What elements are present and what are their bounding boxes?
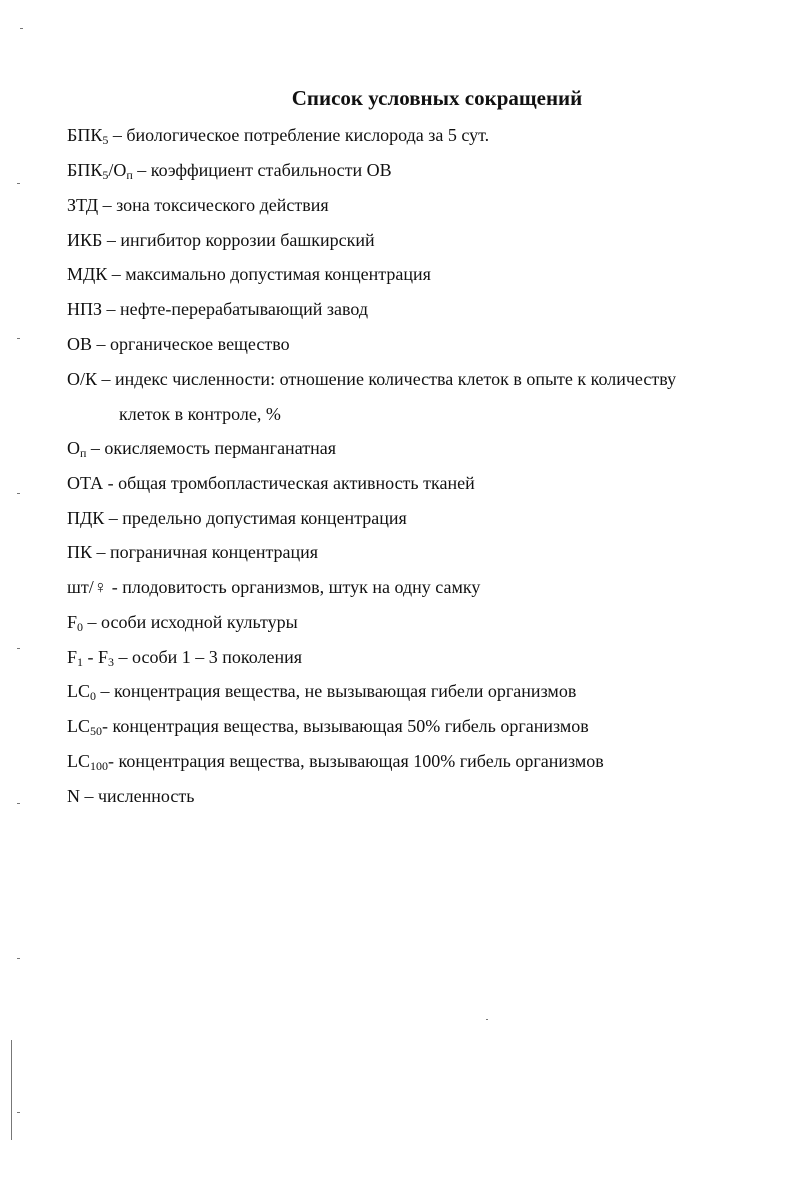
abbreviation-definition: – численность (80, 786, 195, 806)
abbreviation-term: БПК (67, 160, 103, 180)
abbreviation-term-subscript: 0 (90, 689, 97, 703)
abbreviation-term: МДК (67, 264, 108, 284)
scan-artifact (17, 183, 20, 184)
abbreviation-entry (67, 297, 368, 321)
abbreviation-entry (67, 784, 194, 808)
abbreviation-term: ПДК (67, 508, 105, 528)
abbreviation-definition: – особи исходной культуры (83, 612, 298, 632)
abbreviation-term-subscript: 3 (108, 655, 115, 669)
abbreviation-term-subscript: п (126, 168, 133, 182)
abbreviation-term: ЗТД (67, 195, 99, 215)
abbreviation-entry (67, 540, 318, 564)
abbreviation-definition: - концентрация вещества, вызывающая 100% гибель организмов (108, 751, 604, 771)
abbreviation-definition: – ингибитор коррозии башкирский (102, 230, 375, 250)
abbreviation-term: шт/♀ (67, 577, 108, 597)
abbreviation-definition: - общая тромбопластическая активность тканей (103, 473, 475, 493)
abbreviation-entry (67, 332, 290, 356)
abbreviation-term: ИКБ (67, 230, 103, 250)
abbreviation-entry (67, 367, 676, 426)
abbreviation-definition: – коэффициент стабильности ОВ (132, 160, 392, 180)
abbreviation-definition: – биологическое потребление кислорода за 5 сут. (108, 125, 490, 145)
abbreviation-term: ПК (67, 542, 93, 562)
abbreviation-definition: - концентрация вещества, вызывающая 50% гибель организмов (102, 716, 589, 736)
abbreviation-entry (67, 506, 407, 530)
abbreviation-entry (67, 679, 576, 703)
abbreviation-entry (67, 123, 489, 147)
abbreviation-definition: – зона токсического действия (98, 195, 329, 215)
abbreviation-term: LC (67, 751, 91, 771)
abbreviation-term: ОВ (67, 334, 93, 354)
abbreviation-entry (67, 228, 375, 252)
abbreviation-term: НПЗ (67, 299, 103, 319)
abbreviation-entry (67, 471, 475, 495)
abbreviation-definition: - плодовитость организмов, штук на одну самку (107, 577, 481, 597)
scan-artifact (17, 493, 20, 494)
abbreviation-term-subscript: 0 (77, 620, 84, 634)
abbreviation-definition-continuation: клеток в контроле, % (119, 404, 281, 424)
abbreviation-entry (67, 575, 480, 599)
abbreviation-term: LC (67, 681, 91, 701)
abbreviation-term-tail: /О (108, 160, 127, 180)
abbreviation-term-subscript: п (80, 446, 87, 460)
abbreviation-term: БПК (67, 125, 103, 145)
abbreviation-definition: – пограничная концентрация (92, 542, 319, 562)
abbreviation-term-subscript: 5 (102, 133, 109, 147)
page-title: Список условных сокращений (291, 86, 583, 110)
abbreviation-definition: – окисляемость перманганатная (86, 438, 336, 458)
scan-artifact (20, 28, 23, 29)
abbreviation-entry (67, 645, 302, 669)
abbreviation-definition: – концентрация вещества, не вызывающая гибели организмов (96, 681, 577, 701)
abbreviation-term: F (67, 612, 78, 632)
scan-artifact (17, 338, 20, 339)
abbreviation-term: О (67, 438, 80, 458)
scan-artifact (11, 1040, 12, 1140)
abbreviation-term-subscript: 50 (90, 724, 103, 738)
abbreviation-definition: – индекс численности: отношение количества клеток в опыте к количеству (97, 369, 677, 389)
scan-artifact (17, 958, 20, 959)
abbreviation-term-subscript: 1 (77, 655, 84, 669)
abbreviation-definition: – нефте-перерабатывающий завод (102, 299, 369, 319)
scan-artifact (17, 1112, 20, 1113)
abbreviation-entry (67, 193, 329, 217)
abbreviation-term: LC (67, 716, 91, 736)
abbreviation-term: О/К (67, 369, 98, 389)
abbreviation-term: ОТА (67, 473, 104, 493)
scan-artifact (17, 648, 20, 649)
abbreviation-definition: – особи 1 – 3 поколения (114, 647, 303, 667)
abbreviation-entry (67, 436, 336, 460)
scan-artifact (486, 1019, 488, 1020)
abbreviation-term-subscript: 5 (102, 168, 109, 182)
abbreviation-definition: – органическое вещество (92, 334, 290, 354)
abbreviation-term: F (67, 647, 78, 667)
abbreviation-term-subscript: 100 (90, 759, 109, 773)
abbreviation-entry (67, 158, 392, 182)
abbreviation-term: N (67, 786, 80, 806)
abbreviation-definition: – максимально допустимая концентрация (107, 264, 431, 284)
abbreviation-entry (67, 262, 431, 286)
abbreviation-entry (67, 714, 589, 738)
abbreviation-entry (67, 749, 604, 773)
scan-artifact (17, 803, 20, 804)
abbreviation-definition: – предельно допустимая концентрация (104, 508, 407, 528)
abbreviation-term-tail: - F (83, 647, 109, 667)
abbreviation-entry (67, 610, 298, 634)
